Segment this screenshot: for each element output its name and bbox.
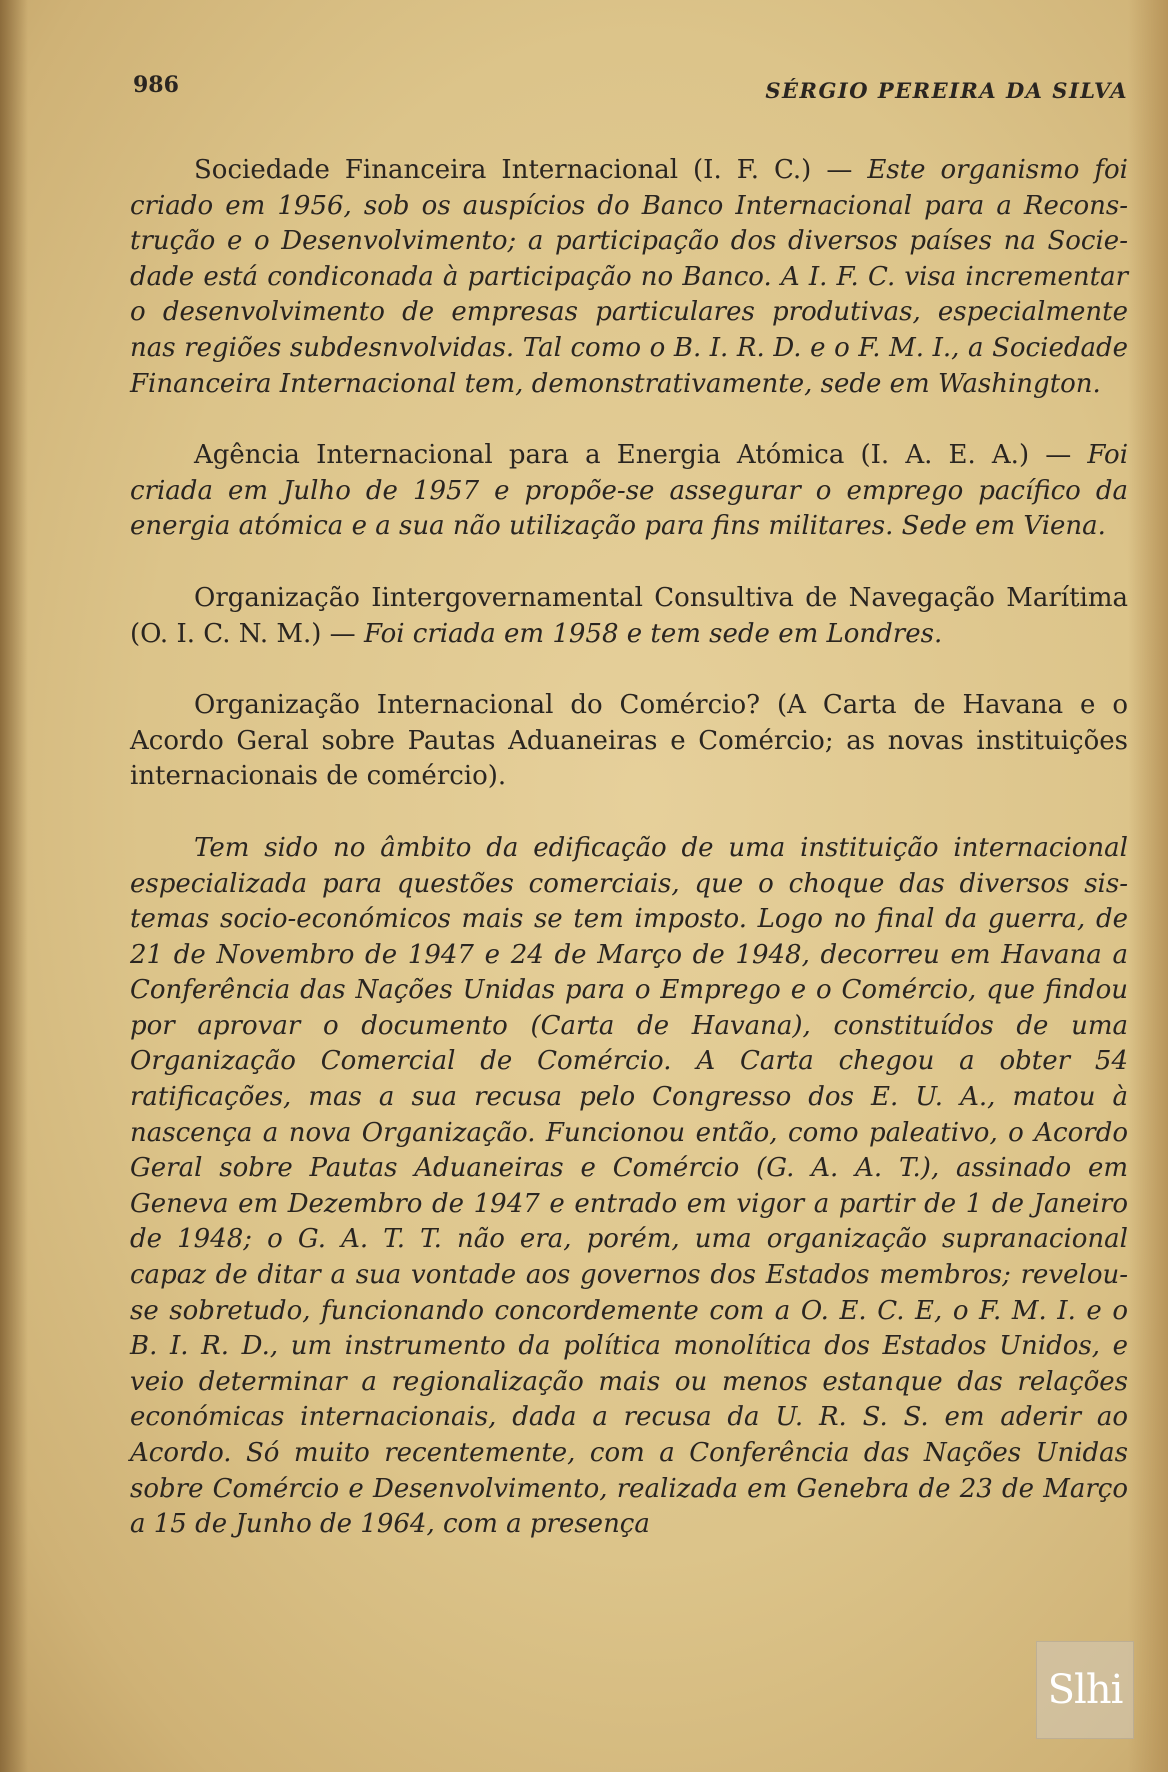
paragraph-title: Sociedade Financeira Internacional (I. F. C.)	[194, 155, 812, 185]
paragraph-text: Este organismo foi criado em 1956, sob os auspícios do Banco Internacional para a Reconstrução e o Desenvolvimento; a participação dos diversos países na Sociedade está condiconada à participação no Banco. A I. F. C. visa incrementar o desenvolvimento de empresas particulares produtivas, especialmente nas regiões subdesnvolvidas. Tal como o B. I. R. D. e o F. M. I., a Sociedade Financeira Internacional tem, demonstrativamente, sede em Washington.	[130, 155, 1128, 399]
paragraph-iaea	[130, 438, 1128, 545]
watermark-logo	[1036, 1641, 1134, 1739]
text-body	[130, 153, 1128, 1579]
paragraph-text: Foi criada em 1958 e tem sede em Londres.	[363, 618, 943, 649]
dash-separator: —	[1029, 440, 1088, 471]
paragraph-ifc	[130, 153, 1128, 402]
paragraph-commerce-history: Tem sido no âmbito da edificação de uma instituição internacional especializada para questões comerciais, que o choque das diversos sistemas socio-económicos mais se tem imposto. Logo no final da guerra, de 21 de Novembro de 1947 e 24 de Março de 1948, decorreu em Havana a Conferência das Nações Unidas para o Emprego e o Comércio, que findou por aprovar o documento (Carta de Havana), constituídos de uma Organização Comercial de Comércio. A Carta chegou a obter 54 ratificações, mas a sua recusa pelo Congresso dos E. U. A., matou à nascença a nova Organização. Funcionou então, como paleativo, o Acordo Geral sobre Pautas Aduaneiras e Comércio (G. A. A. T.), assinado em Geneva em Dezembro de 1947 e entrado em vigor a partir de 1 de Janeiro de 1948; o G. A. T. T. não era, porém, uma organização supranacional capaz de ditar a sua vontade aos governos dos Estados membros; revelou-se sobretudo, funcionando concordemente com a O. E. C. E, o F. M. I. e o B. I. R. D., um instrumento da política monolítica dos Estados Unidos, e veio determinar a regionalização mais ou menos estanque das relações económicas internacionais, dada a recusa da U. R. S. S. em aderir ao Acordo. Só muito recentemente, com a Conferência das Nações Unidas sobre Comércio e Desenvolvimento, realizada em Genebra de 23 de Março a 15 de Junho de 1964, com a presença	[130, 832, 1128, 1540]
paragraph-title: Agência Internacional para a Energia Atómica (I. A. E. A.)	[194, 440, 1030, 471]
watermark-text: Slhi	[1047, 1667, 1123, 1713]
paragraph-oicnm	[130, 581, 1128, 652]
page-shadow-right	[1128, 0, 1168, 1772]
paragraph-text: Foi criada em Julho de 1957 e propõe-se assegurar o emprego pacífico da energia atómica e a sua não utilização para fins militares. Sede em Viena.	[130, 440, 1129, 542]
page-shadow-left	[0, 0, 28, 1772]
running-head-author: SÉRGIO PEREIRA DA SILVA	[765, 78, 1128, 103]
paragraph-title: Organização Iintergovernamental Consultiva de Navegação Marítima (O. I. C. N. M.)	[130, 582, 1128, 649]
dash-separator: —	[321, 618, 364, 649]
page-number: 986	[133, 72, 179, 98]
running-head	[133, 72, 1128, 112]
dash-separator: —	[811, 155, 868, 185]
paragraph-oic-heading: Organização Internacional do Comércio? (A Carta de Havana e o Acordo Geral sobre Pautas Aduaneiras e Comércio; as novas instituições internacionais de comércio).	[130, 690, 1128, 792]
